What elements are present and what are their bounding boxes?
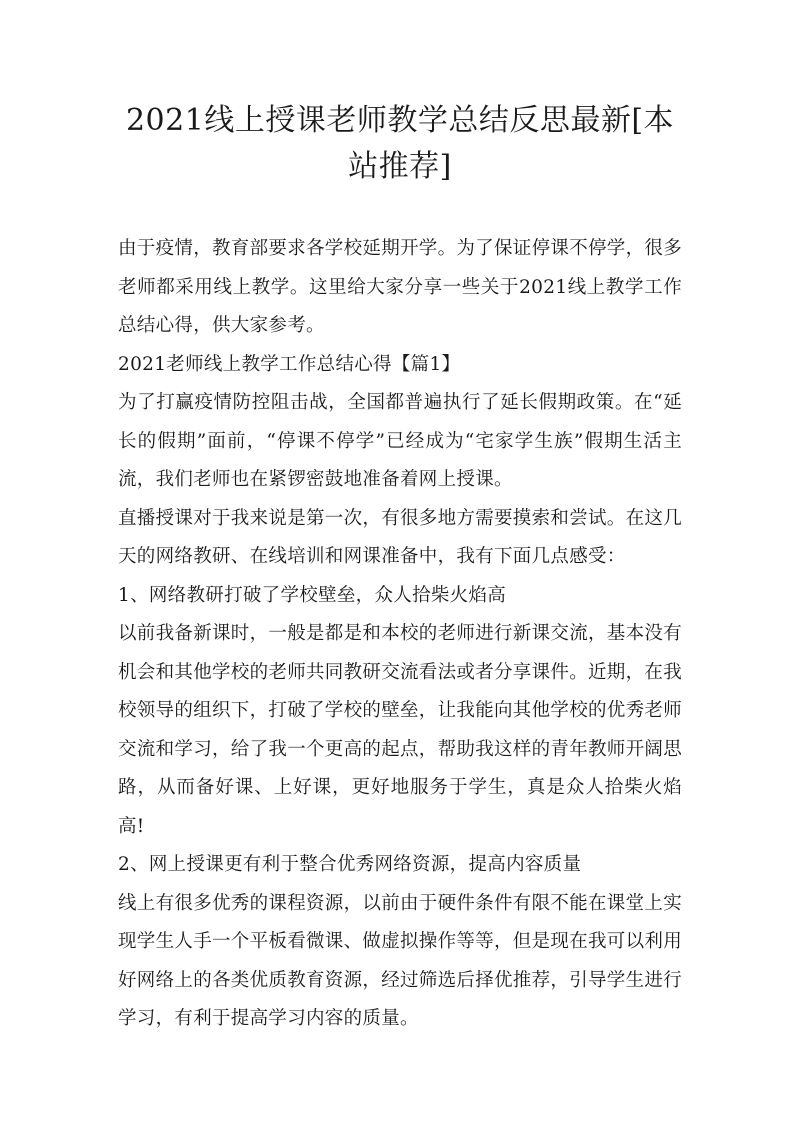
point-heading: 1、网络教研打破了学校壁垒，众人拾柴火焰高	[118, 584, 507, 606]
section-heading: 2021老师线上教学工作总结心得【篇1】	[118, 353, 461, 375]
point-heading: 2、网上授课更有利于整合优秀网络资源，提高内容质量	[118, 854, 582, 875]
document-body	[118, 230, 682, 1039]
body-paragraph: 为了打赢疫情防控阻击战，全国都普遍执行了延长假期政策。在“延长的假期”面前，“停课不停学”已经成为“宅家学生族”假期生活主流，我们老师也在紧锣密鼓地准备着网上授课。	[118, 392, 682, 490]
intro-paragraph: 由于疫情，教育部要求各学校延期开学。为了保证停课不停学，很多老师都采用线上教学。这里给大家分享一些关于2021线上教学工作总结心得，供大家参考。	[118, 238, 683, 336]
body-paragraph: 以前我备新课时，一般是都是和本校的老师进行新课交流，基本没有机会和其他学校的老师共同教研交流看法或者分享课件。近期，在我校领导的组织下，打破了学校的壁垒，让我能向其他学校的优秀老师交流和学习，给了我一个更高的起点，帮助我这样的青年教师开阔思路，从而备好课、上好课，更好地服务于学生，真是众人拾柴火焰高!	[118, 623, 683, 837]
document-title: 2021线上授课老师教学总结反思最新[本站推荐]	[125, 103, 675, 184]
body-paragraph: 直播授课对于我来说是第一次，有很多地方需要摸索和尝试。在这几天的网络教研、在线培训和网课准备中，我有下面几点感受：	[118, 507, 683, 567]
body-paragraph: 线上有很多优秀的课程资源，以前由于硬件条件有限不能在课堂上实现学生人手一个平板看微课、做虚拟操作等等，但是现在我可以利用好网络上的各类优质教育资源，经过筛选后择优推荐，引导学生进行学习，有利于提高学习内容的质量。	[118, 892, 683, 1029]
